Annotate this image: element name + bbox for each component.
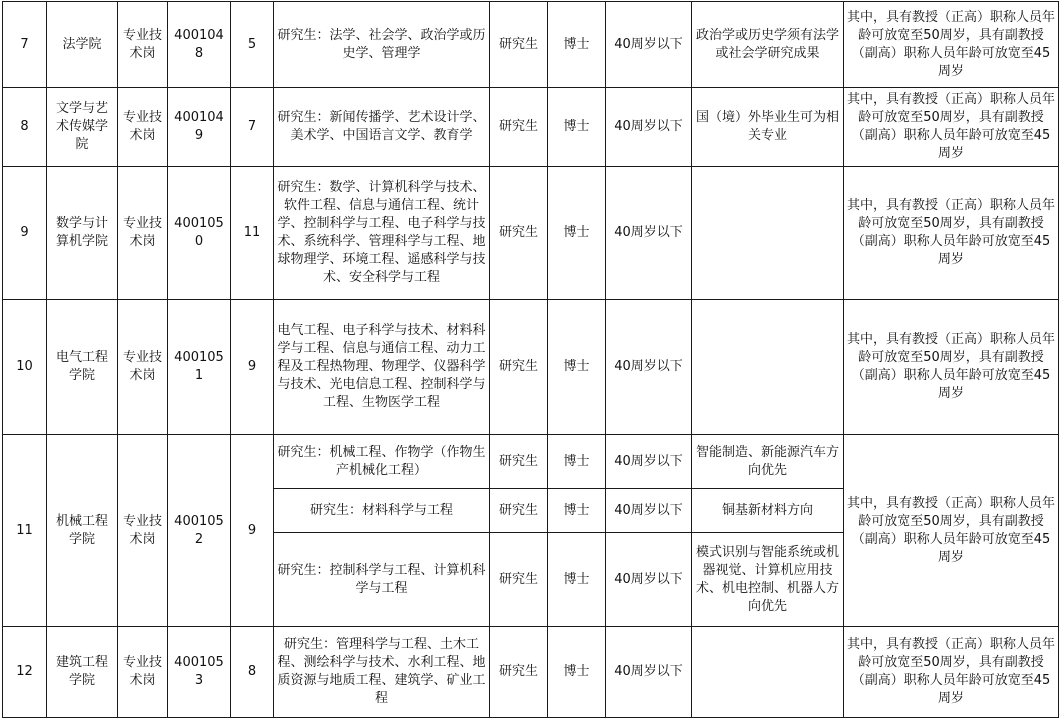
degree-cell: 博士 bbox=[548, 435, 606, 489]
post-type-cell: 专业技术岗 bbox=[118, 88, 168, 167]
post-type-cell: 专业技术岗 bbox=[118, 2, 168, 88]
age-cell: 40周岁以下 bbox=[606, 167, 692, 300]
note-cell: 其中，具有教授（正高）职称人员年龄可放宽至50周岁，具有副教授（副高）职称人员年龄可放宽至45周岁 bbox=[844, 300, 1059, 435]
major-cell: 研究生：新闻传播学、艺术设计学、美术学、中国语言文学、教育学 bbox=[274, 88, 490, 167]
college-cell: 电气工程学院 bbox=[47, 300, 118, 435]
major-cell: 研究生：管理科学与工程、土木工程、测绘科学与技术、水利工程、地质资源与地质工程、建筑学、矿业工程 bbox=[274, 627, 490, 718]
college-cell: 文学与艺术传媒学院 bbox=[47, 88, 118, 167]
remark-cell: 智能制造、新能源汽车方向优先 bbox=[692, 435, 844, 489]
note-cell: 其中，具有教授（正高）职称人员年龄可放宽至50周岁，具有副教授（副高）职称人员年龄可放宽至45周岁 bbox=[844, 2, 1059, 88]
remark-cell: 政治学或历史学须有法学或社会学研究成果 bbox=[692, 2, 844, 88]
education-cell: 研究生 bbox=[490, 627, 548, 718]
headcount-cell: 9 bbox=[231, 435, 274, 627]
headcount-cell: 5 bbox=[231, 2, 274, 88]
table-row bbox=[3, 2, 1059, 88]
remark-cell bbox=[692, 300, 844, 435]
college-cell: 法学院 bbox=[47, 2, 118, 88]
college-cell: 机械工程学院 bbox=[47, 435, 118, 627]
note-cell: 其中，具有教授（正高）职称人员年龄可放宽至50周岁，具有副教授（副高）职称人员年龄可放宽至45周岁 bbox=[844, 435, 1059, 627]
table-row bbox=[3, 167, 1059, 300]
education-cell: 研究生 bbox=[490, 533, 548, 627]
table-row bbox=[3, 300, 1059, 435]
remark-cell: 模式识别与智能系统或机器视觉、计算机应用技术、机电控制、机器人方向优先 bbox=[692, 533, 844, 627]
seq-cell: 7 bbox=[3, 2, 47, 88]
headcount-cell: 7 bbox=[231, 88, 274, 167]
degree-cell: 博士 bbox=[548, 88, 606, 167]
seq-cell: 8 bbox=[3, 88, 47, 167]
post-type-cell: 专业技术岗 bbox=[118, 627, 168, 718]
headcount-cell: 11 bbox=[231, 167, 274, 300]
note-cell: 其中，具有教授（正高）职称人员年龄可放宽至50周岁，具有副教授（副高）职称人员年龄可放宽至45周岁 bbox=[844, 88, 1059, 167]
post-code-cell: 4001049 bbox=[168, 88, 231, 167]
note-cell: 其中，具有教授（正高）职称人员年龄可放宽至50周岁，具有副教授（副高）职称人员年龄可放宽至45周岁 bbox=[844, 167, 1059, 300]
education-cell: 研究生 bbox=[490, 167, 548, 300]
post-type-cell: 专业技术岗 bbox=[118, 167, 168, 300]
post-code-cell: 4001053 bbox=[168, 627, 231, 718]
seq-cell: 11 bbox=[3, 435, 47, 627]
seq-cell: 12 bbox=[3, 627, 47, 718]
post-code-cell: 4001052 bbox=[168, 435, 231, 627]
age-cell: 40周岁以下 bbox=[606, 300, 692, 435]
college-cell: 建筑工程学院 bbox=[47, 627, 118, 718]
remark-cell: 国（境）外毕业生可为相关专业 bbox=[692, 88, 844, 167]
major-cell: 研究生：材料科学与工程 bbox=[274, 489, 490, 533]
table-row bbox=[3, 435, 1059, 489]
age-cell: 40周岁以下 bbox=[606, 489, 692, 533]
remark-cell bbox=[692, 627, 844, 718]
age-cell: 40周岁以下 bbox=[606, 2, 692, 88]
major-cell: 研究生：控制科学与工程、计算机科学与工程 bbox=[274, 533, 490, 627]
post-code-cell: 4001048 bbox=[168, 2, 231, 88]
note-cell: 其中，具有教授（正高）职称人员年龄可放宽至50周岁，具有副教授（副高）职称人员年龄可放宽至45周岁 bbox=[844, 627, 1059, 718]
remark-cell: 铜基新材料方向 bbox=[692, 489, 844, 533]
age-cell: 40周岁以下 bbox=[606, 533, 692, 627]
table-row bbox=[3, 627, 1059, 718]
post-type-cell: 专业技术岗 bbox=[118, 435, 168, 627]
degree-cell: 博士 bbox=[548, 2, 606, 88]
degree-cell: 博士 bbox=[548, 300, 606, 435]
degree-cell: 博士 bbox=[548, 489, 606, 533]
education-cell: 研究生 bbox=[490, 300, 548, 435]
age-cell: 40周岁以下 bbox=[606, 627, 692, 718]
education-cell: 研究生 bbox=[490, 88, 548, 167]
remark-cell bbox=[692, 167, 844, 300]
college-cell: 数学与计算机学院 bbox=[47, 167, 118, 300]
major-cell: 电气工程、电子科学与技术、材料科学与工程、信息与通信工程、动力工程及工程热物理、物理学、仪器科学与技术、光电信息工程、控制科学与工程、生物医学工程 bbox=[274, 300, 490, 435]
table-row bbox=[3, 88, 1059, 167]
major-cell: 研究生：机械工程、作物学（作物生产机械化工程） bbox=[274, 435, 490, 489]
headcount-cell: 9 bbox=[231, 300, 274, 435]
education-cell: 研究生 bbox=[490, 435, 548, 489]
age-cell: 40周岁以下 bbox=[606, 88, 692, 167]
degree-cell: 博士 bbox=[548, 167, 606, 300]
education-cell: 研究生 bbox=[490, 2, 548, 88]
headcount-cell: 8 bbox=[231, 627, 274, 718]
degree-cell: 博士 bbox=[548, 627, 606, 718]
recruitment-table bbox=[2, 1, 1059, 718]
seq-cell: 9 bbox=[3, 167, 47, 300]
age-cell: 40周岁以下 bbox=[606, 435, 692, 489]
education-cell: 研究生 bbox=[490, 489, 548, 533]
post-code-cell: 4001050 bbox=[168, 167, 231, 300]
major-cell: 研究生：法学、社会学、政治学或历史学、管理学 bbox=[274, 2, 490, 88]
post-type-cell: 专业技术岗 bbox=[118, 300, 168, 435]
major-cell: 研究生：数学、计算机科学与技术、软件工程、信息与通信工程、统计学、控制科学与工程、电子科学与技术、系统科学、管理科学与工程、地球物理学、环境工程、遥感科学与技术、安全科学与工程 bbox=[274, 167, 490, 300]
degree-cell: 博士 bbox=[548, 533, 606, 627]
post-code-cell: 4001051 bbox=[168, 300, 231, 435]
seq-cell: 10 bbox=[3, 300, 47, 435]
